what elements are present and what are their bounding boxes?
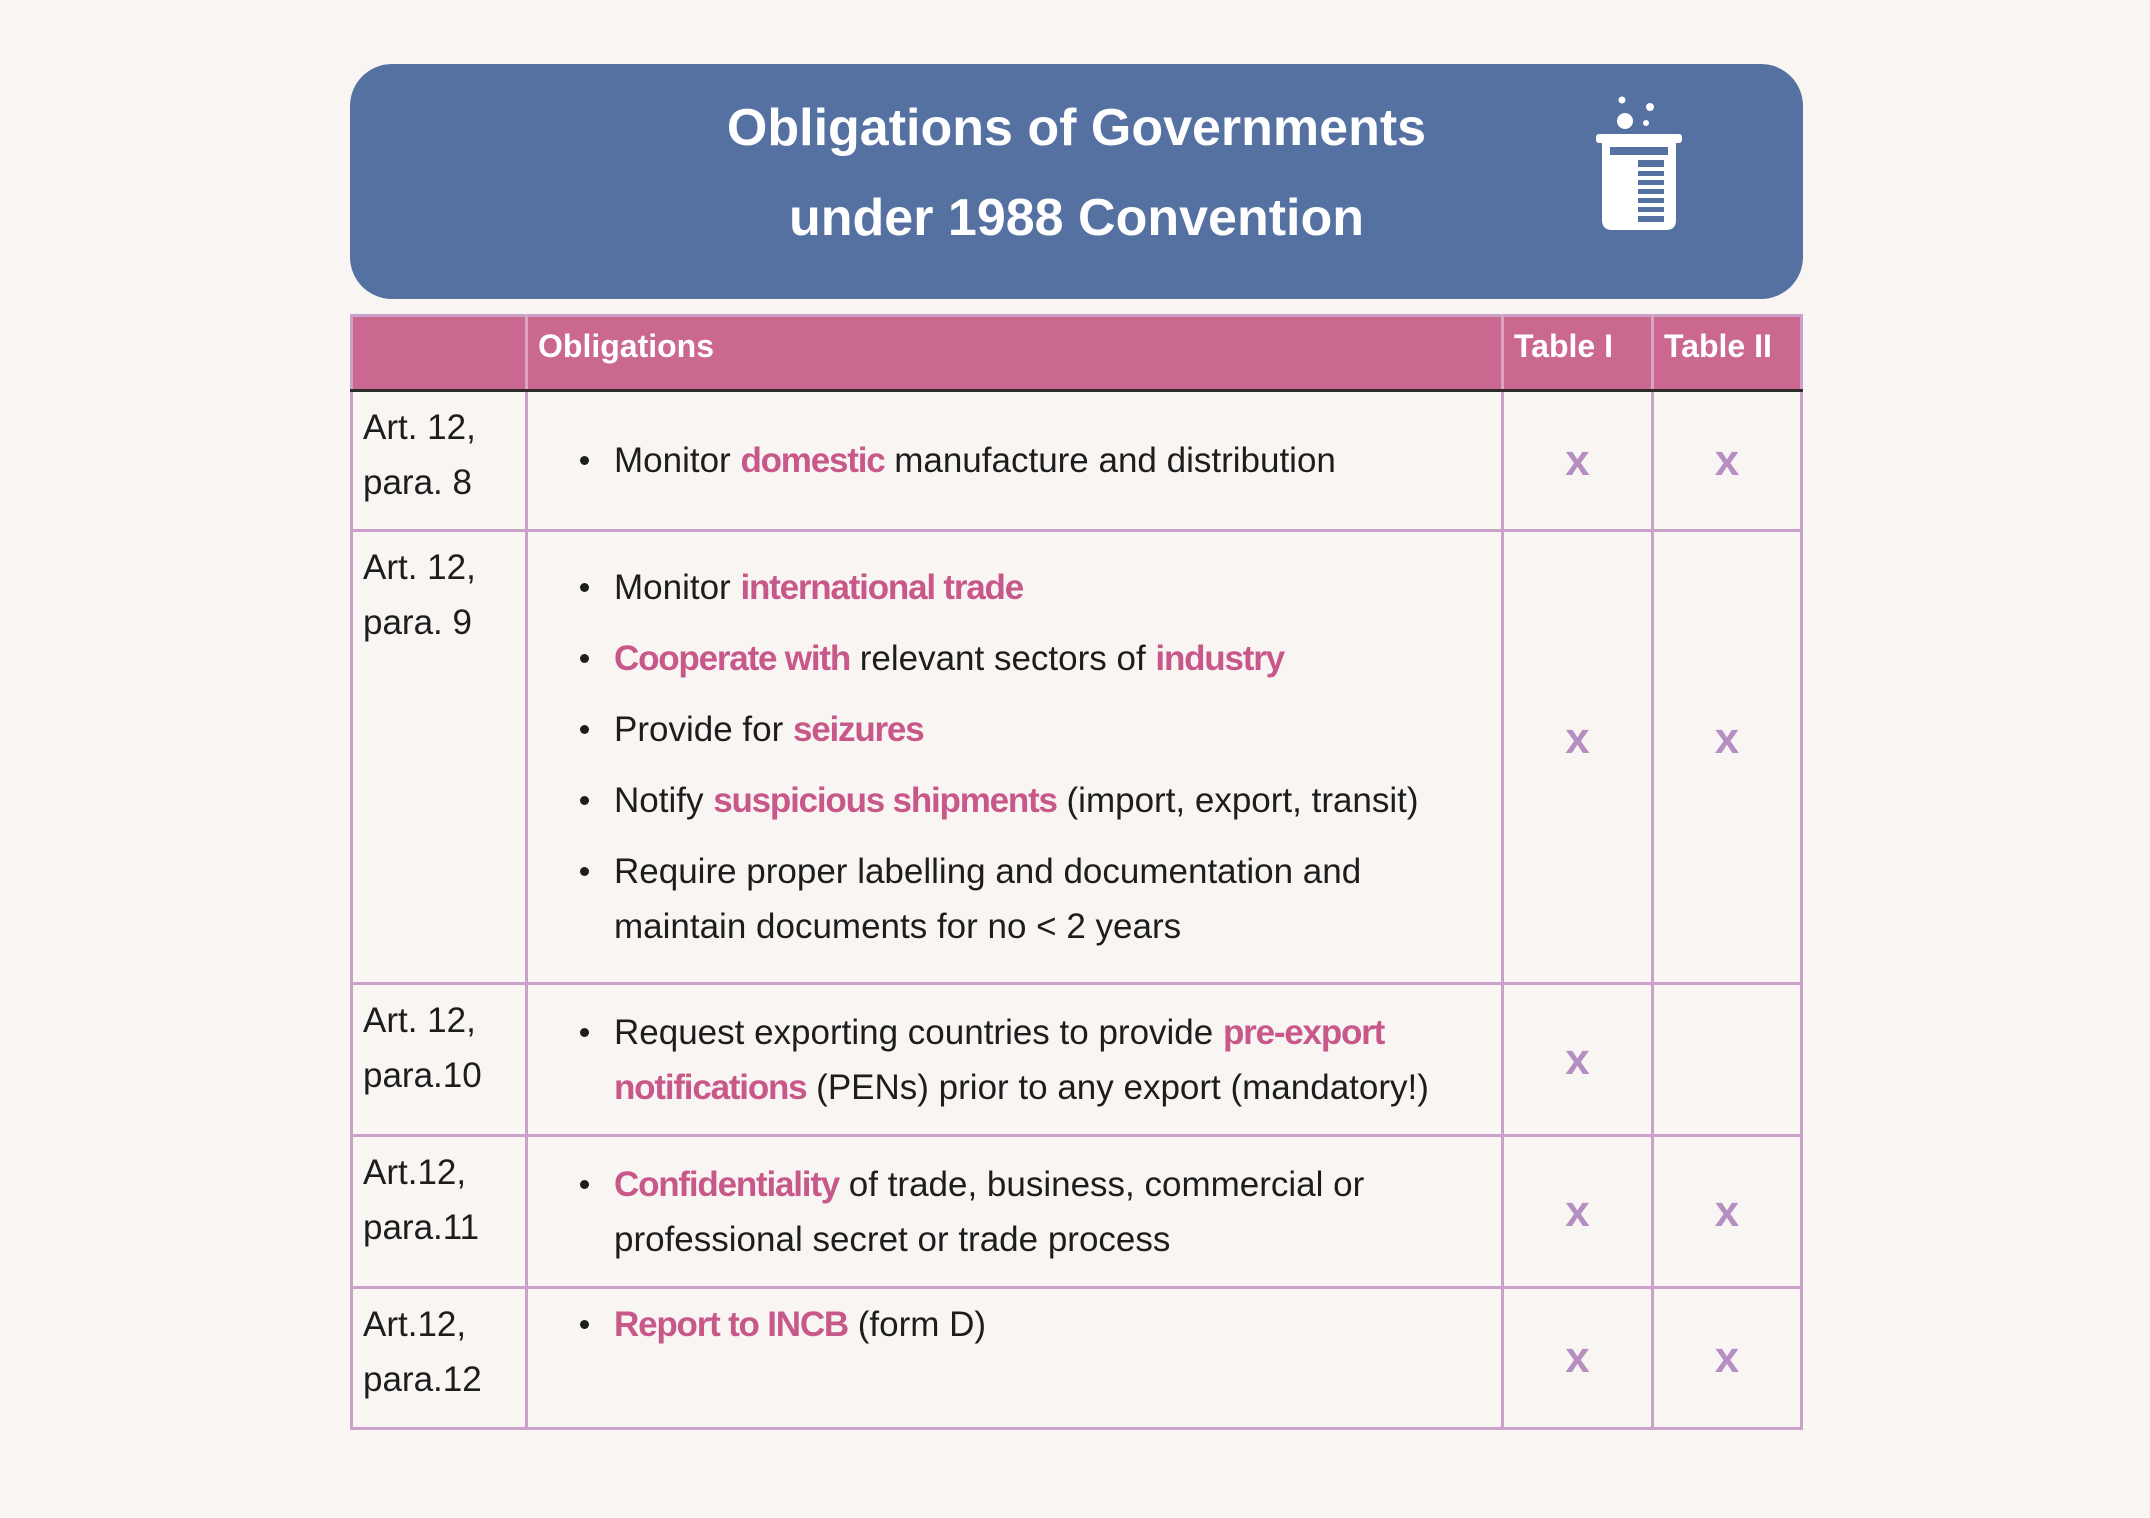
bullet-icon	[580, 583, 589, 592]
article-line: Art. 12,	[363, 408, 476, 447]
list-item	[580, 433, 1493, 488]
article-cell	[352, 984, 527, 1136]
highlighted-term: industry	[1155, 639, 1284, 678]
header-article-cell	[352, 316, 527, 391]
list-item	[580, 1297, 1493, 1352]
list-item	[580, 1005, 1493, 1115]
obligations-cell	[527, 984, 1503, 1136]
paragraph-line: para. 9	[363, 603, 472, 642]
highlighted-term: seizures	[792, 710, 924, 749]
text-segment: Provide for	[614, 710, 793, 749]
table-header-row	[352, 316, 1802, 391]
obligations-cell	[527, 1288, 1503, 1429]
article-cell	[352, 1288, 527, 1429]
highlighted-term: Report to INCB	[614, 1305, 849, 1344]
text-segment: (form D)	[848, 1305, 987, 1344]
list-item	[580, 1157, 1493, 1267]
paragraph-line: para.12	[363, 1360, 482, 1399]
text-segment: Notify	[614, 781, 714, 820]
text-segment: Monitor	[614, 568, 741, 607]
table-i-cell	[1503, 1136, 1653, 1288]
table-i-mark: x	[1565, 435, 1590, 485]
header-obligations: Obligations	[527, 316, 1503, 391]
paragraph-line: para.10	[363, 1056, 482, 1095]
table-ii-mark: x	[1714, 714, 1740, 763]
item-line	[614, 560, 1493, 615]
text-segment: of trade, business, commercial or	[839, 1164, 1365, 1204]
text-segment: Request exporting countries to provide	[614, 1012, 1223, 1052]
table-ii-mark: x	[1714, 1333, 1740, 1382]
item-line	[614, 1157, 1493, 1212]
list-item	[580, 631, 1493, 686]
table-i-mark: x	[1565, 714, 1590, 763]
article-cell	[352, 391, 527, 531]
table-ii-cell	[1653, 984, 1802, 1136]
item-line	[614, 1297, 1493, 1352]
table-i-mark: x	[1565, 1034, 1590, 1084]
item-line	[614, 631, 1493, 686]
title-line-1: Obligations of Governments	[726, 99, 1427, 157]
text-segment: professional secret or trade process	[614, 1219, 1171, 1259]
text-segment: Monitor	[614, 441, 741, 480]
beaker-icon	[1590, 90, 1690, 235]
table-row	[352, 391, 1802, 531]
bullet-icon	[580, 867, 589, 876]
article-line: Art.12,	[363, 1305, 467, 1344]
highlighted-term: international trade	[740, 568, 1023, 607]
header-table-i: Table I	[1503, 316, 1653, 391]
title-line-2: under 1988 Convention	[789, 189, 1364, 247]
item-line	[614, 702, 1493, 757]
table-row	[352, 1288, 1802, 1429]
highlighted-term: suspicious shipments	[713, 781, 1057, 820]
table-ii-cell	[1653, 1136, 1802, 1288]
table-ii-cell	[1653, 391, 1802, 531]
title-banner	[350, 64, 1803, 299]
text-segment: (PENs) prior to any export (mandatory!)	[806, 1067, 1429, 1107]
table-row	[352, 984, 1802, 1136]
table-i-cell	[1503, 984, 1653, 1136]
obligations-cell	[527, 391, 1503, 531]
table-ii-mark: x	[1714, 1186, 1740, 1236]
table-i-cell	[1503, 1288, 1653, 1429]
table-i-cell	[1503, 531, 1653, 984]
bullet-icon	[580, 1028, 589, 1037]
table-row	[352, 531, 1802, 984]
article-cell	[352, 1136, 527, 1288]
bullet-icon	[580, 1320, 589, 1329]
table-ii-cell	[1653, 1288, 1802, 1429]
list-item	[580, 702, 1493, 757]
list-item	[580, 773, 1493, 828]
highlighted-term: domestic	[740, 441, 885, 480]
page-title	[350, 83, 1803, 263]
obligations-table	[350, 314, 1803, 1430]
bullet-icon	[580, 654, 589, 663]
bullet-icon	[580, 1180, 589, 1189]
item-line	[614, 844, 1493, 899]
obligations-cell	[527, 1136, 1503, 1288]
item-line	[614, 1060, 1493, 1115]
text-segment: (import, export, transit)	[1056, 781, 1419, 820]
bullet-icon	[580, 456, 589, 465]
obligations-cell	[527, 531, 1503, 984]
table-i-mark: x	[1565, 1186, 1590, 1236]
table-i-cell	[1503, 391, 1653, 531]
list-item	[580, 560, 1493, 615]
text-segment: manufacture and distribution	[884, 441, 1336, 480]
item-line	[614, 433, 1493, 488]
table-ii-mark: x	[1714, 435, 1740, 485]
item-line	[614, 773, 1493, 828]
highlighted-term: Cooperate with	[614, 639, 850, 678]
table-row	[352, 1136, 1802, 1288]
highlighted-term: notifications	[614, 1067, 807, 1107]
paragraph-line: para.11	[363, 1208, 480, 1247]
article-line: Art. 12,	[363, 548, 476, 587]
item-line	[614, 1005, 1493, 1060]
item-line	[614, 899, 1493, 954]
table-ii-cell	[1653, 531, 1802, 984]
highlighted-term: Confidentiality	[614, 1164, 840, 1204]
article-cell	[352, 531, 527, 984]
article-line: Art. 12,	[363, 1001, 476, 1040]
list-item	[580, 844, 1493, 954]
item-line	[614, 1212, 1493, 1267]
bullet-icon	[580, 796, 589, 805]
text-segment: relevant sectors of	[850, 639, 1156, 678]
bullet-icon	[580, 725, 589, 734]
header-table-ii: Table II	[1653, 316, 1802, 391]
highlighted-term: pre-export	[1222, 1012, 1385, 1052]
article-line: Art.12,	[363, 1153, 467, 1192]
paragraph-line: para. 8	[363, 463, 472, 502]
text-segment: maintain documents for no < 2 years	[614, 907, 1182, 946]
table-i-mark: x	[1565, 1333, 1590, 1382]
text-segment: Require proper labelling and documentation and	[614, 852, 1362, 891]
